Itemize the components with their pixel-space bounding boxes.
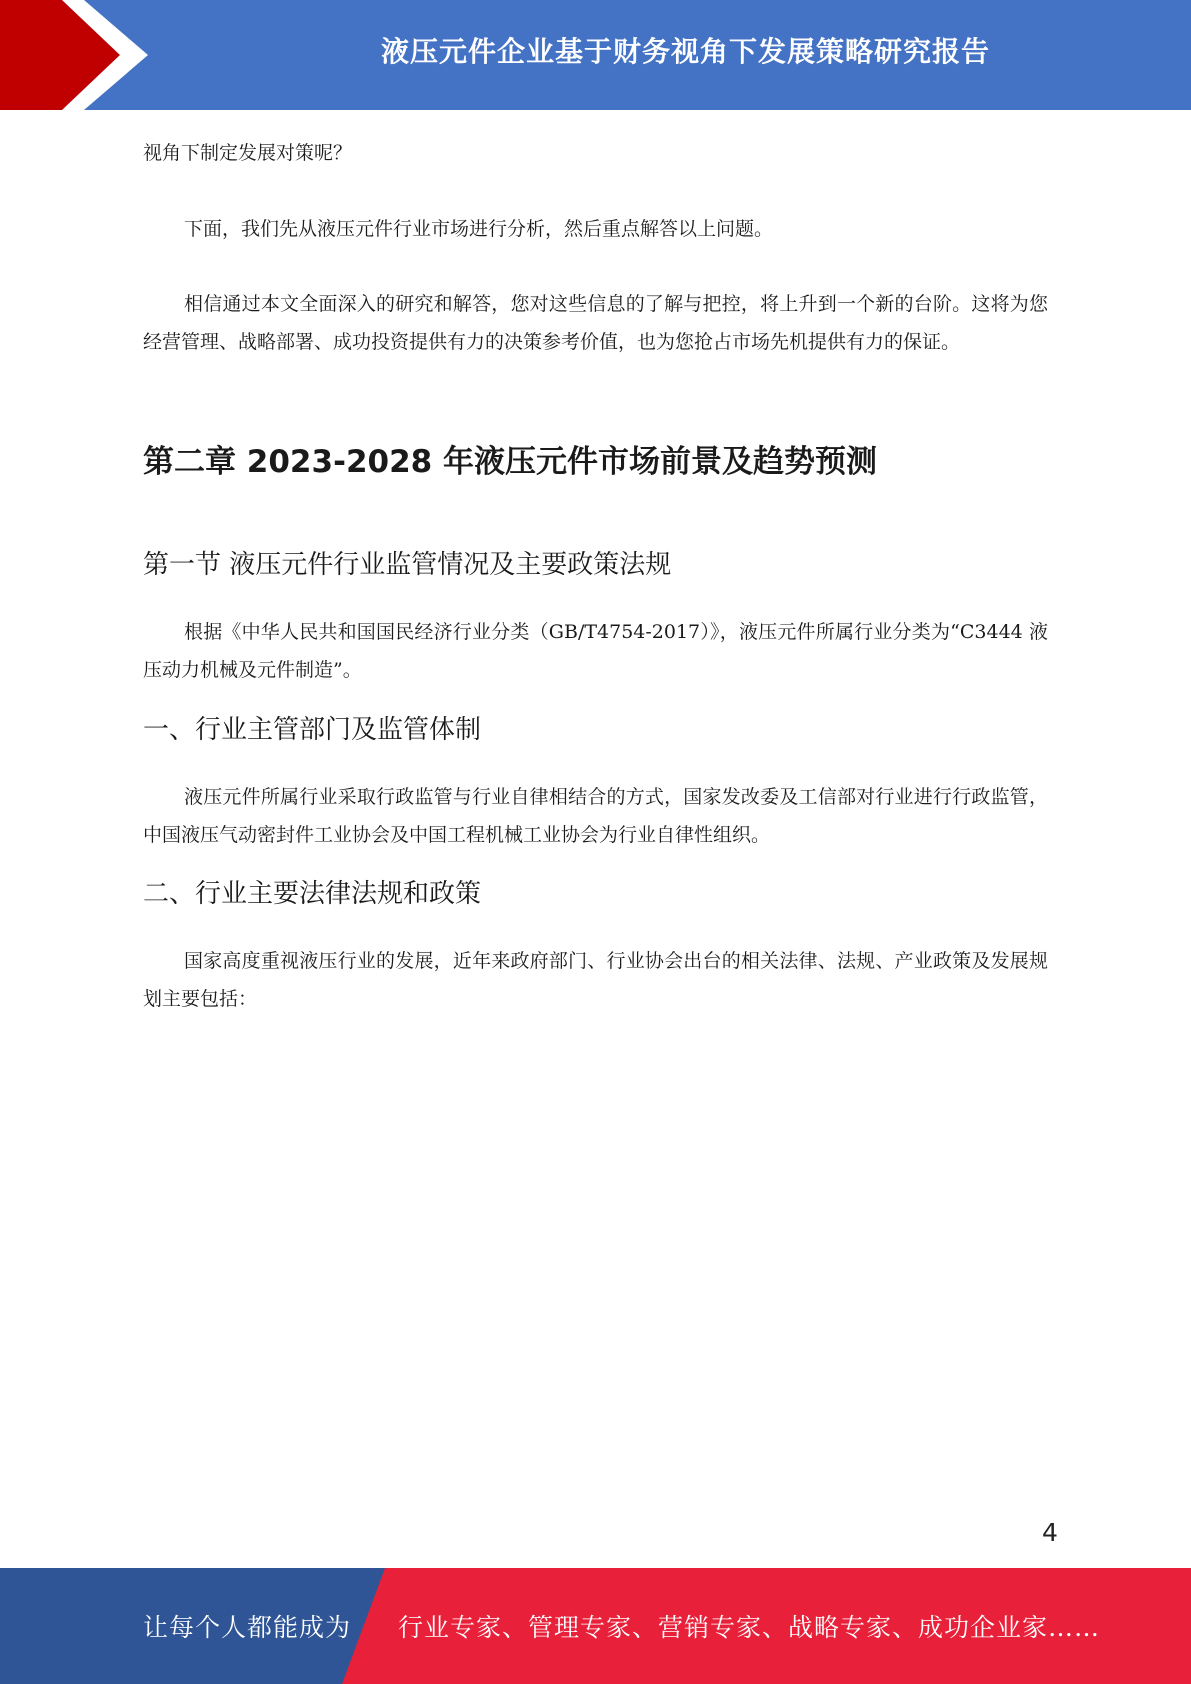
subsection-heading-1: 一、行业主管部门及监管体制 [143,715,482,745]
header-chevron-graphic [0,0,160,110]
page-footer [0,1568,1191,1684]
page-number: 4 [1042,1518,1058,1547]
paragraph-policy: 国家高度重视液压行业的发展，近年来政府部门、行业协会出台的相关法律、法规、产业政策及发展规划主要包括： [143,950,1048,1010]
footer-slogan-left: 让每个人都能成为 [143,1613,352,1642]
page-header [0,0,1191,110]
paragraph-classification: 根据《中华人民共和国国民经济行业分类（GB/T4754-2017）》，液压元件所属行业分类为“C3444 液压动力机械及元件制造”。 [143,621,1048,681]
paragraph-belief: 相信通过本文全面深入的研究和解答，您对这些信息的了解与把控，将上升到一个新的台阶。这将为您经营管理、战略部署、成功投资提供有力的决策参考价值，也为您抢占市场先机提供有力的保证。 [143,293,1048,353]
footer-slogan-right: 行业专家、管理专家、营销专家、战略专家、成功企业家…… [398,1613,1101,1642]
report-title: 液压元件企业基于财务视角下发展策略研究报告 [380,35,990,68]
paragraph-intro: 下面，我们先从液压元件行业市场进行分析，然后重点解答以上问题。 [184,218,774,240]
section-heading: 第一节 液压元件行业监管情况及主要政策法规 [143,550,672,580]
paragraph-continuation: 视角下制定发展对策呢？ [143,142,353,164]
chapter-heading: 第二章 2023-2028 年液压元件市场前景及趋势预测 [143,444,878,480]
paragraph-regulation: 液压元件所属行业采取行政监管与行业自律相结合的方式，国家发改委及工信部对行业进行行政监管，中国液压气动密封件工业协会及中国工程机械工业协会为行业自律性组织。 [143,786,1048,846]
subsection-heading-2: 二、行业主要法律法规和政策 [143,879,482,909]
